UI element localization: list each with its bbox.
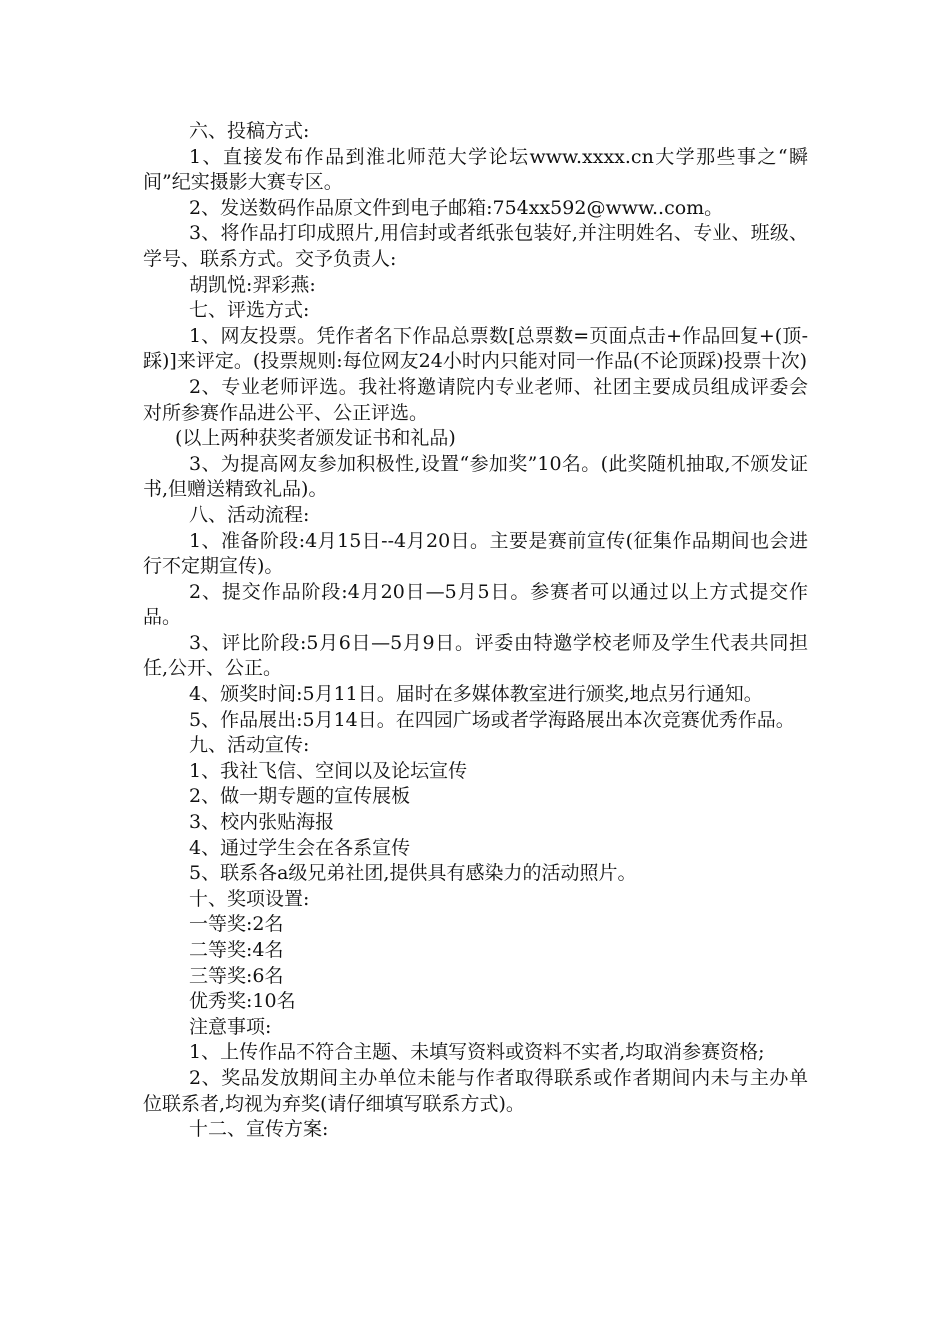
heading-promotion-plan: 十二、宣传方案: xyxy=(189,1118,329,1141)
promotion-item-2: 2、做一期专题的宣传展板 xyxy=(189,785,411,808)
note-item-1: 1、上传作品不符合主题、未填写资料或资料不实者,均取消参赛资格; xyxy=(189,1041,765,1064)
evaluation-item-1: 1、网友投票。凭作者名下作品总票数[总票数=页面点击+作品回复+(顶-踩)]来评定。(投票规则:每位网友24小时内只能对同一作品(不论顶踩)投票十次) xyxy=(143,324,808,373)
award-excellence-prize: 优秀奖:10名 xyxy=(189,990,296,1013)
heading-activity-process: 八、活动流程: xyxy=(189,503,310,526)
process-item-1: 1、准备阶段:4月15日--4月20日。主要是赛前宣传(征集作品期间也会进行不定期宣传)。 xyxy=(143,529,808,578)
heading-awards: 十、奖项设置: xyxy=(189,887,310,910)
award-first-prize: 一等奖:2名 xyxy=(189,913,284,936)
process-item-5: 5、作品展出:5月14日。在四园广场或者学海路展出本次竞赛优秀作品。 xyxy=(189,708,795,731)
process-item-2: 2、提交作品阶段:4月20日—5月5日。参赛者可以通过以上方式提交作品。 xyxy=(143,580,808,629)
promotion-item-3: 3、校内张贴海报 xyxy=(189,811,335,834)
heading-promotion: 九、活动宣传: xyxy=(189,734,310,757)
heading-notes: 注意事项: xyxy=(189,1015,272,1038)
submission-item-2: 2、发送数码作品原文件到电子邮箱:754xx592@www..com。 xyxy=(189,196,724,219)
evaluation-note: (以上两种获奖者颁发证书和礼品) xyxy=(175,427,456,450)
submission-item-3: 3、将作品打印成照片,用信封或者纸张包装好,并注明姓名、专业、班级、学号、联系方式。交予负责人: xyxy=(143,222,808,270)
heading-evaluation-method: 七、评选方式: xyxy=(189,299,310,322)
note-item-2: 2、奖品发放期间主办单位未能与作者取得联系或作者期间内未与主办单位联系者,均视为弃奖(请仔细填写联系方式)。 xyxy=(143,1066,808,1115)
process-item-4: 4、颁奖时间:5月11日。届时在多媒体教室进行颁奖,地点另行通知。 xyxy=(189,683,763,706)
submission-item-1: 1、直接发布作品到淮北师范大学论坛www.xxxx.cn大学那些事之“瞬间”纪实摄影大赛专区。 xyxy=(143,145,808,194)
process-item-3: 3、评比阶段:5月6日—5月9日。评委由特邀学校老师及学生代表共同担任,公开、公正。 xyxy=(143,631,808,680)
award-second-prize: 二等奖:4名 xyxy=(189,939,284,961)
promotion-item-5: 5、联系各a级兄弟社团,提供具有感染力的活动照片。 xyxy=(189,862,637,885)
evaluation-item-2: 2、专业老师评选。我社将邀请院内专业老师、社团主要成员组成评委会对所参赛作品进公平、公正评选。 xyxy=(143,375,808,424)
promotion-item-1: 1、我社飞信、空间以及论坛宣传 xyxy=(189,759,468,782)
promotion-item-4: 4、通过学生会在各系宣传 xyxy=(189,836,411,859)
contact-persons: 胡凯悦:羿彩燕: xyxy=(189,273,316,296)
award-third-prize: 三等奖:6名 xyxy=(189,964,284,987)
evaluation-item-3: 3、为提高网友参加积极性,设置“参加奖”10名。(此奖随机抽取,不颁发证书,但赠送精致礼品)。 xyxy=(143,452,808,501)
document-body xyxy=(143,119,808,1143)
heading-submission-method: 六、投稿方式: xyxy=(189,120,310,142)
